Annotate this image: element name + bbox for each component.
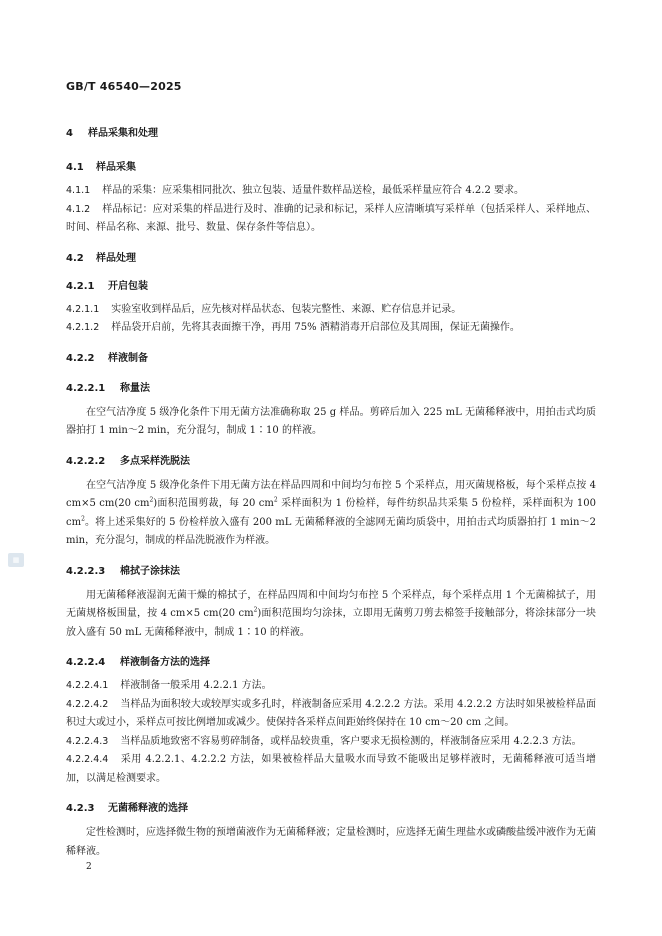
- section-number: 4.1: [66, 162, 84, 173]
- paragraph-4-2-2-1: 在空气洁净度 5 级净化条件下用无菌方法准确称取 25 g 样品。剪碎后加入 225 mL 无菌稀释液中，用拍击式均质器拍打 1 min～2 min，充分混匀，制成 1∶10 的样液。: [66, 406, 596, 436]
- section-title: 样品采集和处理: [88, 128, 158, 139]
- clause-4-2-1-2: [66, 319, 596, 338]
- clause-number: 4.2.2.4.3: [66, 735, 109, 747]
- clause-number: 4.2.2.4.2: [66, 698, 109, 710]
- section-title: 无菌稀释液的选择: [108, 803, 188, 814]
- watermark-logo-icon: ▦: [8, 553, 24, 567]
- clause-4-2-2-4-1: [66, 677, 596, 696]
- section-title: 称量法: [120, 382, 150, 394]
- section-title: 多点采样洗脱法: [120, 455, 190, 467]
- clause-4-2-2-4-2: [66, 696, 596, 733]
- clause-4-1-1: [66, 182, 596, 201]
- document-body: [66, 124, 596, 861]
- paragraph-4-2-2-2: 在空气洁净度 5 级净化条件下用无菌方法在样品四周和中间均匀布控 5 个采样点，用灭菌规格板，每个采样点按 4 cm×5 cm(20 $cm^2$)面积范围剪裁，每 20 $cm^2$ 采样面积为 1 份检样，每件纺织品共采集 5 份检样，采样面积为 100 $cm^2$。将上述采集好的 5 份检样放入盛有 200 mL 无菌稀释液的全滤网无菌均质袋中，用拍击式均质器拍打 1 min～2 min，充分混匀，制成的样品洗脱液作为样液。: [66, 479, 596, 546]
- section-4-2-2-2-heading: [66, 452, 596, 467]
- clause-text: 当样品质地致密不容易剪碎制备，或样品较贵重，客户要求无损检测的，样液制备应采用 4.2.2.3 方法。: [120, 735, 582, 747]
- section-4-2-2-1-heading: [66, 379, 596, 394]
- section-number: 4: [66, 128, 73, 139]
- section-4-2-heading: [66, 249, 596, 264]
- section-number: 4.2.2: [66, 352, 95, 364]
- section-4-1-heading: [66, 158, 596, 173]
- clause-4-2-2-4-3: [66, 733, 596, 752]
- paragraph-4-2-2-3: 用无菌稀释液湿润无菌干燥的棉拭子，在样品四周和中间均匀布控 5 个采样点，每个采样点用 1 个无菌棉拭子，用无菌规格板围量，按 4 cm×5 cm(20 $cm^2$)面积范围均匀涂抹，立即用无菌剪刀剪去棉签手接触部分，将涂抹部分一块放入盛有 50 mL 无菌稀释液中，制成 1∶10 的样液。: [66, 589, 596, 638]
- section-number: 4.2: [66, 252, 84, 264]
- section-number: 4.2.2.3: [66, 565, 106, 577]
- section-4-2-2-4-heading: [66, 653, 596, 668]
- clause-text: 实验室收到样品后，应先核对样品状态、包装完整性、来源、贮存信息并记录。: [111, 303, 462, 315]
- section-4-2-2-heading: [66, 349, 596, 364]
- clause-text: 采用 4.2.2.1、4.2.2.2 方法，如果被检样品大量吸水而导致不能吸出足够样液时，无菌稀释液可适当增加，以满足检测要求。: [66, 754, 596, 784]
- section-number: 4.2.2.1: [66, 382, 106, 394]
- section-number: 4.2.3: [66, 803, 95, 814]
- clause-text: 当样品为面积较大或较厚实或多孔时，样液制备应采用 4.2.2.2 方法。采用 4.2.2.2 方法时如果被检样品面积过大或过小，采样点可按比例增加或减少。使保持各采样点间距始终保持在 10 cm～20 cm 之间。: [66, 698, 596, 728]
- clause-4-1-2: [66, 201, 596, 238]
- section-title: 棉拭子涂抹法: [120, 565, 180, 577]
- section-4-2-2-3-heading: [66, 562, 596, 577]
- clause-text: 样品的采集：应采集相同批次、独立包装、适量件数样品送检，最低采样量应符合 4.2.2 要求。: [102, 185, 524, 196]
- section-4-2-3-heading: [66, 799, 596, 814]
- section-title: 样液制备方法的选择: [120, 657, 210, 668]
- section-4-heading: [66, 124, 596, 139]
- section-4-2-1-heading: [66, 277, 596, 292]
- clause-number: 4.1.2: [66, 203, 91, 215]
- section-number: 4.2.1: [66, 280, 95, 292]
- section-number: 4.2.2.2: [66, 455, 106, 467]
- section-title: 开启包装: [108, 280, 148, 292]
- clause-number: 4.2.2.4.4: [66, 754, 109, 765]
- clause-number: 4.2.1.1: [66, 303, 100, 315]
- clause-number: 4.2.2.4.1: [66, 680, 109, 691]
- paragraph-4-2-3: 定性检测时，应选择微生物的预增菌液作为无菌稀释液；定量检测时，应选择无菌生理盐水或磷酸盐缓冲液作为无菌稀释液。: [66, 827, 596, 857]
- page-number: 2: [86, 862, 92, 872]
- clause-4-2-1-1: [66, 301, 596, 320]
- clause-4-2-2-4-4: [66, 751, 596, 788]
- clause-number: 4.1.1: [66, 185, 91, 196]
- section-title: 样品采集: [96, 162, 136, 173]
- section-number: 4.2.2.4: [66, 657, 106, 668]
- clause-text: 样品标记：应对采集的样品进行及时、准确的记录和标记，采样人应清晰填写采样单（包括采样人、采样地点、时间、样品名称、来源、批号、数量、保存条件等信息）。: [66, 203, 596, 233]
- section-title: 样品处理: [96, 252, 136, 264]
- clause-number: 4.2.1.2: [66, 322, 100, 333]
- clause-text: 样品袋开启前，先将其表面擦干净，再用 75% 酒精消毒开启部位及其周围，保证无菌操作。: [111, 322, 520, 333]
- standard-code: GB/T 46540—2025: [66, 80, 182, 93]
- section-title: 样液制备: [108, 352, 148, 364]
- clause-text: 样液制备一般采用 4.2.2.1 方法。: [120, 680, 272, 691]
